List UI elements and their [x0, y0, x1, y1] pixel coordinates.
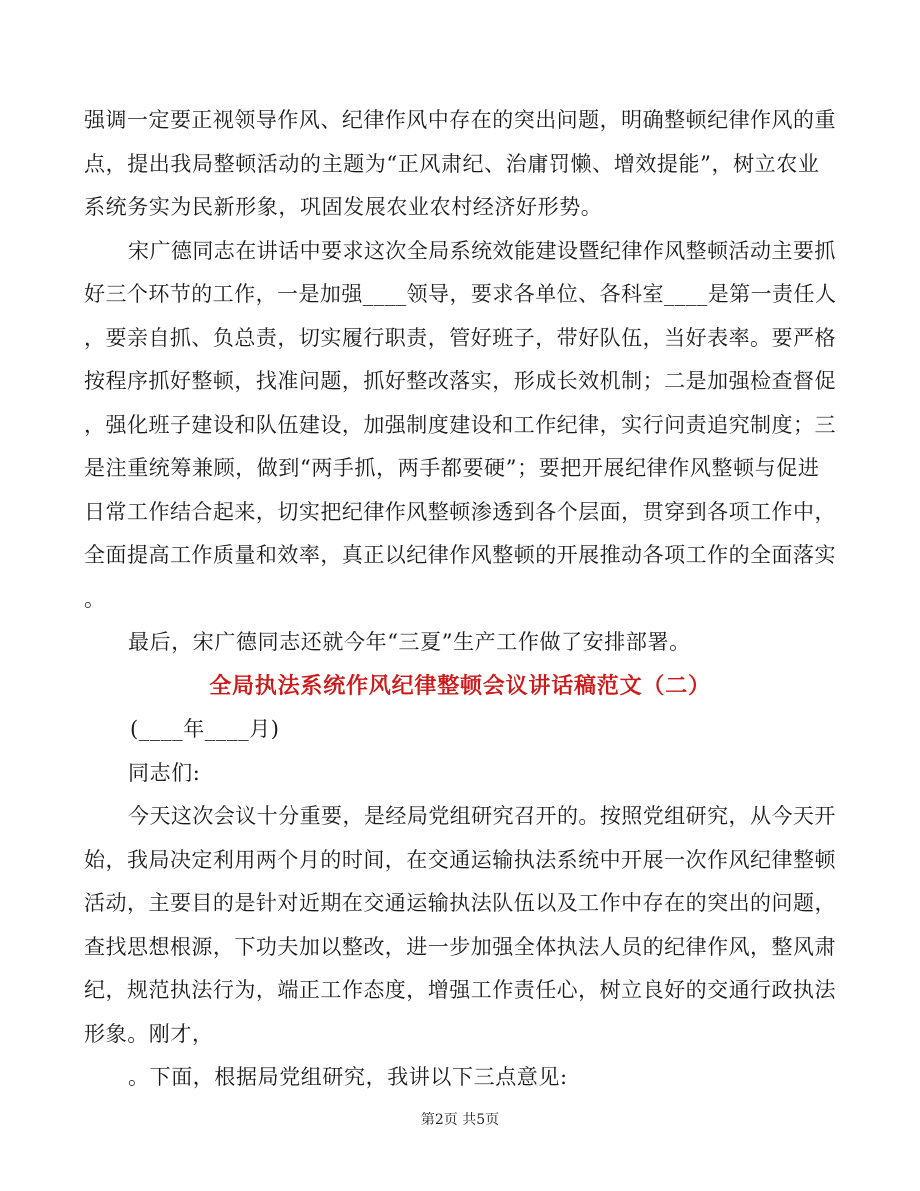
paragraph-4-line-3: 活动，主要目的是针对近期在交通运输执法队伍以及工作中存在的突出的问题， [84, 891, 836, 915]
paragraph-2-line-6: 是注重统筹兼顾，做到“两手抓，两手都要硬”；要把开展纪律作风整顿与促进 [84, 456, 820, 480]
paragraph-5-line-1: 。下面，根据局党组研究，我讲以下三点意见: [128, 1065, 568, 1089]
date-line: (____年____月) [130, 717, 280, 741]
paragraph-2-line-5: ，强化班子建设和队伍建设，加强制度建设和工作纪律，实行问责追究制度；三 [84, 413, 836, 437]
paragraph-2-line-3: ，要亲自抓、负总责，切实履行职责，管好班子，带好队伍，当好表率。要严格 [84, 326, 836, 350]
paragraph-2-line-9: 。 [84, 587, 106, 611]
paragraph-4-line-5: 纪，规范执法行为，端正工作态度，增强工作责任心，树立良好的交通行政执法 [84, 978, 836, 1002]
paragraph-4-line-4: 查找思想根源，下功夫加以整改，进一步加强全体执法人员的纪律作风，整风肃 [84, 935, 836, 959]
paragraph-4-line-1: 今天这次会议十分重要，是经局党组研究召开的。按照党组研究，从今天开 [128, 804, 836, 828]
paragraph-4-line-6: 形象。刚才， [84, 1022, 214, 1046]
paragraph-1-line-3: 系统务实为民新形象，巩固发展农业农村经济好形势。 [84, 195, 603, 219]
page-footer: 第2页 共5页 [420, 1112, 500, 1128]
paragraph-3-line-1: 最后，宋广德同志还就今年“三夏”生产工作做了安排部署。 [128, 630, 691, 654]
paragraph-2-line-7: 日常工作结合起来，切实把纪律作风整顿渗透到各个层面，贯穿到各项工作中， [84, 500, 836, 524]
paragraph-1-line-2: 点，提出我局整顿活动的主题为“正风肃纪、治庸罚懒、增效提能”，树立农业 [84, 152, 820, 176]
paragraph-2-line-4: 按程序抓好整顿，找准问题，抓好整改落实，形成长效机制；二是加强检查督促 [84, 369, 836, 393]
paragraph-1-line-1: 强调一定要正视领导作风、纪律作风中存在的突出问题，明确整顿纪律作风的重 [84, 108, 836, 132]
paragraph-2-line-1: 宋广德同志在讲话中要求这次全局系统效能建设暨纪律作风整顿活动主要抓 [128, 239, 836, 263]
salutation: 同志们: [128, 761, 201, 785]
paragraph-2-line-2: 好三个环节的工作，一是加强____领导，要求各单位、各科室____是第一责任人 [84, 282, 837, 306]
paragraph-4-line-2: 始，我局决定利用两个月的时间，在交通运输执法系统中开展一次作风纪律整顿 [84, 848, 836, 872]
paragraph-2-line-8: 全面提高工作质量和效率，真正以纪律作风整顿的开展推动各项工作的全面落实 [84, 543, 836, 567]
section-title: 全局执法系统作风纪律整顿会议讲话稿范文（二） [209, 673, 711, 699]
